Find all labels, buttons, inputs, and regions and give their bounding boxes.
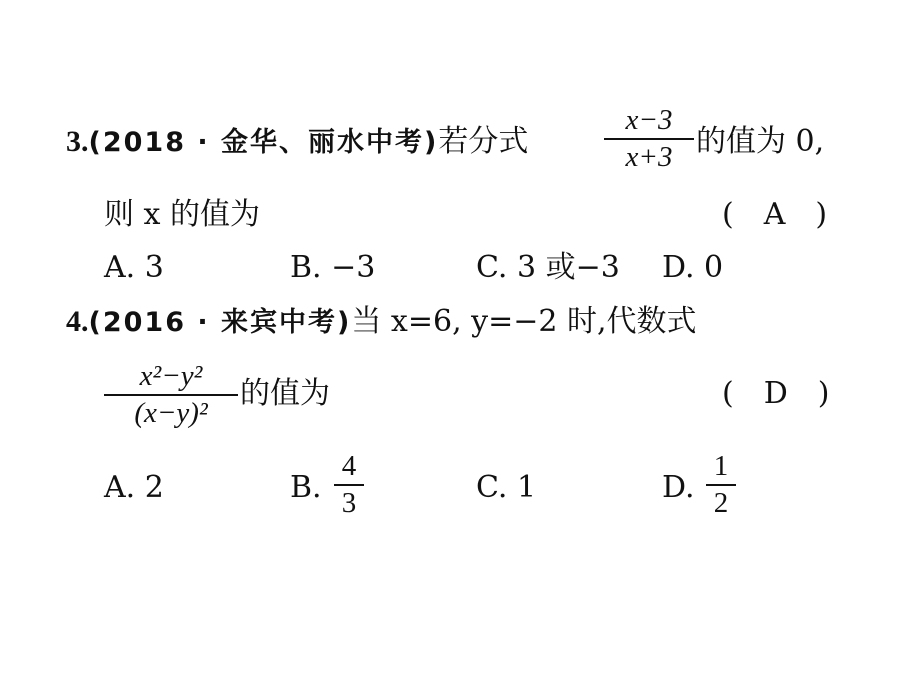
q4-stem-line	[66, 302, 697, 343]
q4-option-d-bar	[706, 484, 736, 486]
q4-option-b-bar	[334, 484, 364, 486]
q3-stem-a: 若分式	[438, 124, 529, 159]
q4-option-d-numerator: 1	[713, 450, 729, 482]
q4-frac-numerator: x²−y²	[139, 360, 203, 392]
q4-option-a: A. 2	[104, 470, 164, 505]
q4-number: 4.	[66, 305, 89, 338]
q3-fraction	[604, 104, 694, 174]
q3-answer: ( A )	[722, 197, 828, 232]
q3-option-b: B. −3	[290, 250, 376, 285]
q3-frac-numerator: x−3	[625, 104, 673, 136]
q4-source: (2016 · 来宾中考)	[88, 307, 352, 338]
q4-option-b-denominator: 3	[341, 487, 357, 519]
q4-option-d-fraction	[706, 450, 736, 520]
q3-option-d: D. 0	[662, 250, 724, 285]
q3-stem-b: 的值为 0,	[696, 124, 825, 159]
q4-answer: ( D )	[722, 376, 830, 411]
q4-option-b-numerator: 4	[341, 450, 357, 482]
q4-frac-bar	[104, 394, 238, 396]
q4-stem-b: 的值为	[240, 376, 330, 411]
q4-option-b-label: B.	[290, 470, 322, 505]
q3-line2: 则 x 的值为	[104, 197, 260, 232]
q3-source: (2018 · 金华、丽水中考)	[88, 127, 439, 158]
q3-option-a: A. 3	[104, 250, 164, 285]
q3-stem-line	[66, 122, 528, 163]
q4-fraction	[104, 360, 238, 430]
q3-frac-denominator: x+3	[625, 141, 673, 173]
q4-option-b-fraction	[334, 450, 364, 520]
q4-option-d-label: D.	[662, 470, 695, 505]
q3-frac-bar	[604, 138, 694, 140]
q4-option-c: C. 1	[476, 470, 537, 505]
q3-option-c: C. 3 或−3	[476, 250, 620, 285]
q3-number: 3.	[66, 125, 89, 158]
q4-option-d-denominator: 2	[713, 487, 729, 519]
q4-frac-denominator: (x−y)²	[134, 397, 208, 429]
q4-stem: 当 x=6, y=−2 时,代数式	[351, 304, 697, 339]
